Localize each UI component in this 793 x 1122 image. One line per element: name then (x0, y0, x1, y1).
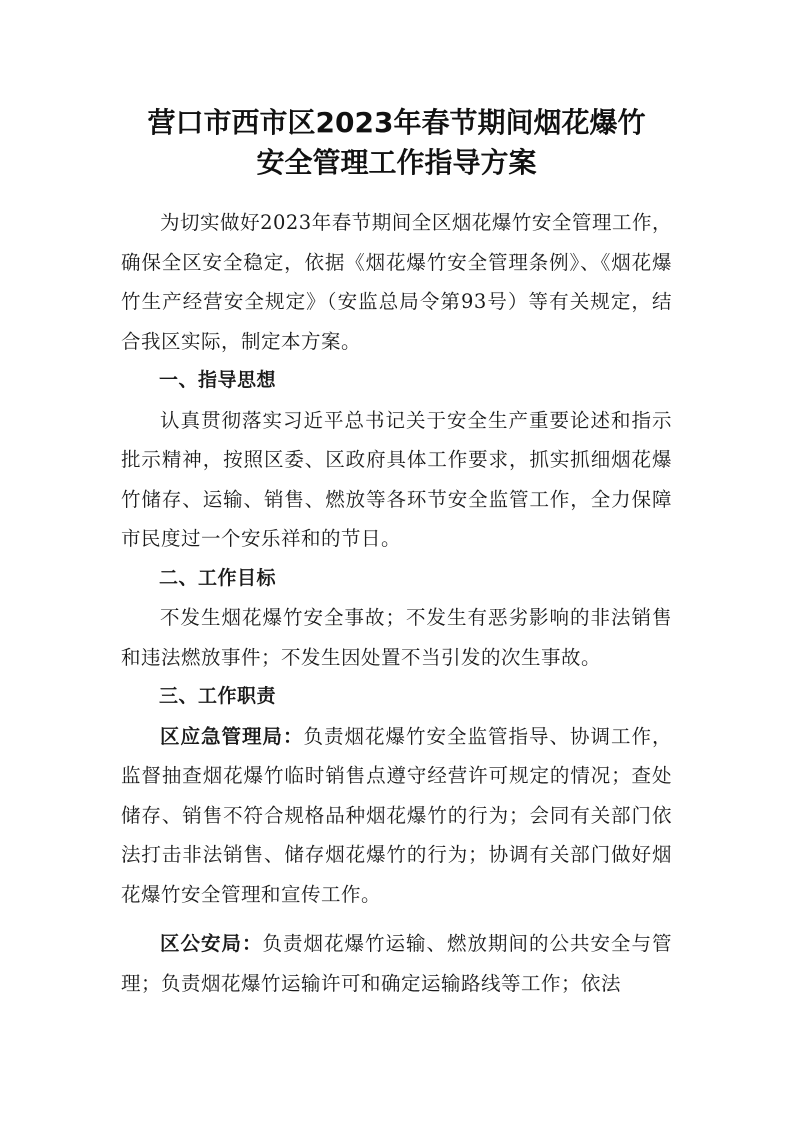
duty-lead-public-security-bureau: 区公安局： (160, 932, 263, 955)
section-heading-work-goals: 二、工作目标 (159, 566, 277, 589)
duty-lead-emergency-bureau: 区应急管理局： (160, 724, 304, 748)
document-title-line2: 安全管理工作指导方案 (256, 146, 537, 179)
section-heading-work-duties: 三、工作职责 (159, 685, 277, 707)
section-heading-guiding-ideology: 一、指导思想 (159, 369, 277, 391)
document-title-line1: 营口市西市区2023年春节期间烟花爆竹 (147, 106, 646, 139)
intro-paragraph: 为切实做好2023年春节期间全区烟花爆竹安全管理工作，确保全区安全稳定，依据《烟花爆竹安全管理条例》、《烟花爆竹生产经营安全规定》（安监总局令第93号）等有关规定，结合我区实际，制定本方案。 (121, 211, 672, 353)
duty-text-public-security-bureau: 负责烟花爆竹运输、燃放期间的公共安全与管理；负责烟花爆竹运输许可和确定运输路线等工作；依法 (121, 932, 672, 995)
section-text-guiding-ideology: 认真贯彻落实习近平总书记关于安全生产重要论述和指示批示精神，按照区委、区政府具体工作要求，抓实抓细烟花爆竹储存、运输、销售、燃放等各环节安全监管工作，全力保障市民度过一个安乐祥和的节日。 (121, 408, 672, 550)
document-body (121, 203, 672, 1003)
duty-paragraph-public-security-bureau (121, 924, 672, 1003)
duty-text-emergency-bureau: 负责烟花爆竹安全监管指导、协调工作，监督抽查烟花爆竹临时销售点遵守经营许可规定的情况；查处储存、销售不符合规格品种烟花爆竹的行为；会同有关部门依法打击非法销售、储存烟花爆竹的行为；协调有关部门做好烟花爆竹安全管理和宣传工作。 (121, 724, 672, 906)
duty-paragraph-emergency-bureau (121, 717, 672, 915)
section-text-work-goals: 不发生烟花爆竹安全事故；不发生有恶劣影响的非法销售和违法燃放事件；不发生因处置不当引发的次生事故。 (121, 606, 672, 669)
